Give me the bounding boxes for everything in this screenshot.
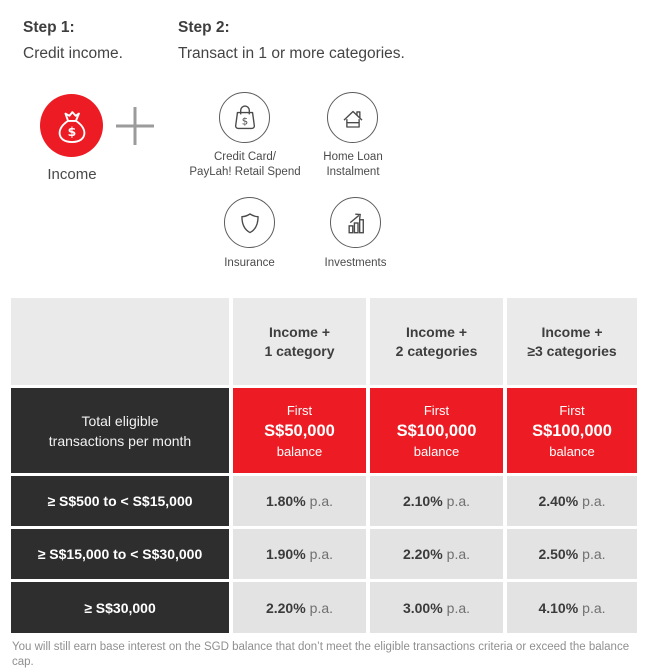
row-label-total-eligible: Total eligible transactions per month: [11, 388, 229, 473]
category-insurance: [224, 197, 275, 248]
header-cell-3-categories: Income + ≥3 categories: [507, 298, 637, 385]
rate-cell: 1.80% p.a.: [233, 476, 366, 526]
plus-icon: [114, 105, 156, 147]
category-insurance-label: Insurance: [224, 257, 275, 269]
row-label-tier-2: ≥ S$15,000 to < S$30,000: [11, 529, 229, 579]
svg-text:$: $: [67, 123, 76, 139]
row-label-tier-1: ≥ S$500 to < S$15,000: [11, 476, 229, 526]
rate-cell: 2.20% p.a.: [233, 582, 366, 633]
balance-cell-1: First S$50,000 balance: [233, 388, 366, 473]
rate-cell: 1.90% p.a.: [233, 529, 366, 579]
step1-title: Step 1:: [23, 19, 75, 36]
rate-cell: 3.00% p.a.: [370, 582, 503, 633]
category-investments: [330, 197, 381, 248]
rate-cell: 4.10% p.a.: [507, 582, 637, 633]
rate-cell: 2.50% p.a.: [507, 529, 637, 579]
header-cell-1-category: Income + 1 category: [233, 298, 366, 385]
category-investments-label: Investments: [324, 257, 387, 269]
home-icon: [335, 100, 371, 136]
row-label-tier-3: ≥ S$30,000: [11, 582, 229, 633]
category-credit-card: [219, 92, 270, 143]
category-home-loan-label: Home Loan Instalment: [323, 151, 383, 178]
rate-cell: 2.10% p.a.: [370, 476, 503, 526]
step2-subtitle: Transact in 1 or more categories.: [178, 45, 405, 62]
category-credit-card-label: Credit Card/ PayLah! Retail Spend: [189, 151, 301, 178]
svg-text:$: $: [241, 115, 248, 127]
rates-table: [11, 298, 637, 633]
shield-icon: [232, 205, 268, 241]
balance-cell-2: First S$100,000 balance: [370, 388, 503, 473]
header-cell-empty: [11, 298, 229, 385]
income-label: Income: [47, 166, 97, 183]
header-cell-2-categories: Income + 2 categories: [370, 298, 503, 385]
rate-cell: 2.20% p.a.: [370, 529, 503, 579]
income-badge: [40, 94, 103, 157]
step1-subtitle: Credit income.: [23, 45, 123, 62]
money-bag-icon: [49, 103, 95, 149]
footnote: You will still earn base interest on the SGD balance that don’t meet the eligible transactions criteria or exceed the balance cap.: [12, 641, 630, 668]
category-home-loan: [327, 92, 378, 143]
rate-cell: 2.40% p.a.: [507, 476, 637, 526]
steps-section: [0, 0, 650, 298]
balance-cell-3: First S$100,000 balance: [507, 388, 637, 473]
bar-chart-arrow-icon: [338, 205, 374, 241]
shopping-bag-dollar-icon: [227, 100, 263, 136]
step2-title: Step 2:: [178, 19, 230, 36]
